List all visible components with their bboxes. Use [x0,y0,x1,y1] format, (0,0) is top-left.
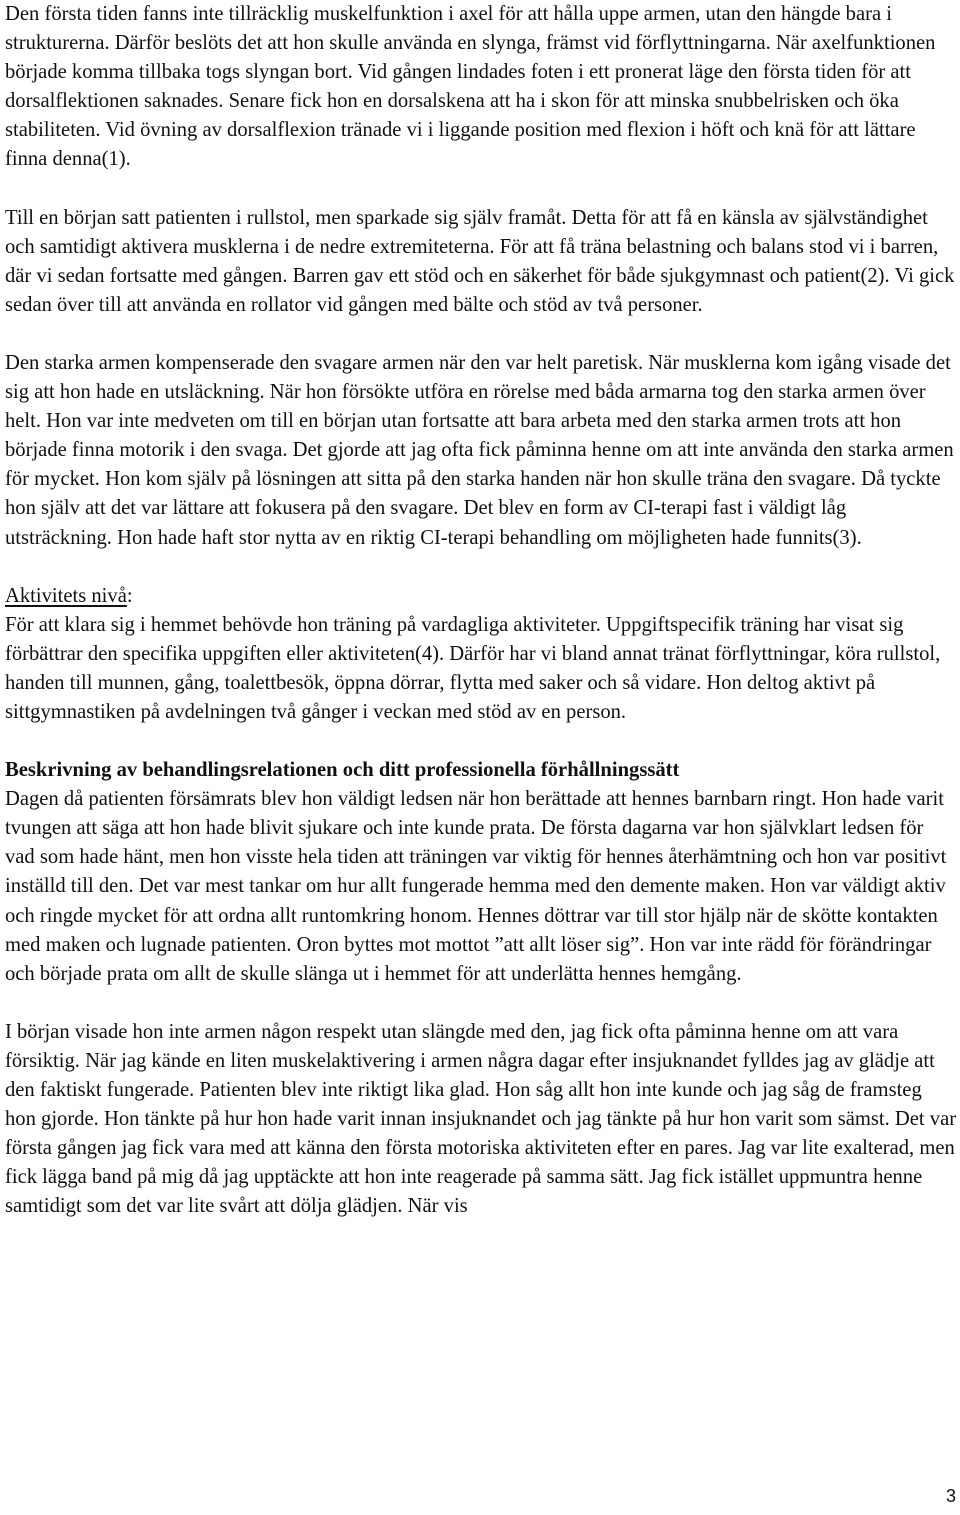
section-heading-activity-text: Aktivitets nivå [5,584,127,607]
section-heading-treatment-relation: Beskrivning av behandlingsrelationen och ditt professionella förhållningssätt [5,759,680,782]
paragraph-wheelchair-and-gait: Till en början satt patienten i rullstol, men sparkade sig själv framåt. Detta för att få en känsla av självständighet och samtidigt aktivera musklerna i de nedre extremiteterna. För att få träna belastning och balans stod vi i barren, där vi sedan fortsatte med gången. Barren gav ett stöd och en säkerhet för både sjukgymnast och patient(2). Vi gick sedan över till att använda en rollator vid gången med bälte och stöd av två personer. [5,206,955,316]
document-page [5,0,957,1221]
paragraph-spacer [5,553,957,582]
paragraph-orthosis-and-sling: Den första tiden fanns inte tillräcklig muskelfunktion i axel för att hålla uppe armen, utan den hängde bara i strukturerna. Därför beslöts det att hon skulle använda en slynga, främst vid förflyttningarna. När axelfunktionen började komma tillbaka togs slyngan bort. Vid gången lindades foten i ett pronerat läge den första tiden för att dorsalflektionen saknades. Senare fick hon en dorsalskena att ha i skon för att minska snubbelrisken och öka stabiliteten. Vid övning av dorsalflexion tränade vi i liggande position med flexion i höft och knä för att lättare finna denna(1). [5,3,936,171]
paragraph-spacer [5,989,957,1018]
paragraph-spacer [5,320,957,349]
paragraph-spacer [5,175,957,204]
section-heading-activity [5,582,957,611]
paragraph-activity-training: För att klara sig i hemmet behövde hon träning på vardagliga aktiviteter. Uppgiftspecifik träning har visat sig förbättrar den specifika uppgiften eller aktiviteten(4). Därför har vi bland annat tränat förflyttningar, köra rullstol, handen till munnen, gång, toalettbesök, öppna dörrar, flytta med saker och så vidare. Hon deltog aktivt på sittgymnastiken på avdelningen två gånger i veckan med stöd av en person. [5,613,941,723]
section-heading-activity-colon: : [126,584,133,607]
paragraph-ci-therapy: Den starka armen kompenserade den svagare armen när den var helt paretisk. När musklerna kom igång visade det sig att hon hade en utsläckning. När hon försökte utföra en rörelse med båda armarna tog den starka armen över helt. Hon var inte medveten om till en början utan fortsatte att bara arbeta med den starka armen trots att hon började finna motorik i den svaga. Det gjorde att jag ofta fick påminna henne om att inte använda den starka armen för mycket. Hon kom själv på lösningen att sitta på den starka handen när hon skulle träna den svagare. Då tyckte hon själv att det var lättare att fokusera på den svagare. Det blev en form av CI-terapi fast i väldigt låg utsträckning. Hon hade haft stor nytta av en riktig CI-terapi behandling om möjligheten hade funnits(3). [5,351,954,549]
paragraph-patient-mood: Dagen då patienten försämrats blev hon väldigt ledsen när hon berättade att hennes barnbarn ringt. Hon hade varit tvungen att säga att hon hade blivit sjukare och inte kunde prata. De första dagarna var hon självklart ledsen för vad som hade hänt, men hon visste hela tiden att träningen var viktig för hennes återhämtning och hon var positivt inställd till den. Det var mest tankar om hur allt fungerade hemma med den demente maken. Hon var väldigt aktiv och ringde mycket för att ordna allt runtomkring honom. Hennes döttrar var till stor hjälp när de skötte kontakten med maken och lugnade patienten. Oron byttes mot mottot ”att allt löser sig”. Hon var inte rädd för förändringar och började prata om allt de skulle slänga ut i hemmet för att underlätta hennes hemgång. [5,788,947,985]
paragraph-spacer [5,727,957,756]
page-number: 3 [945,1486,956,1506]
paragraph-arm-activation: I början visade hon inte armen någon respekt utan slängde med den, jag fick ofta påminna henne om att vara försiktig. När jag kände en liten muskelaktivering i armen några dagar efter insjuknandet fylldes jag av glädje att den faktiskt fungerade. Patienten blev inte riktigt lika glad. Hon såg allt hon inte kunde och jag såg de framsteg hon gjorde. Hon tänkte på hur hon hade varit innan insjuknandet och jag tänkte på hur hon varit som sämst. Det var första gången jag fick vara med att känna den första motoriska aktiviteten efter en pares. Jag var lite exalterad, men fick lägga band på mig då jag upptäckte att hon inte reagerade på samma sätt. Jag fick istället uppmuntra henne samtidigt som det var lite svårt att dölja glädjen. När vis [5,1020,957,1218]
